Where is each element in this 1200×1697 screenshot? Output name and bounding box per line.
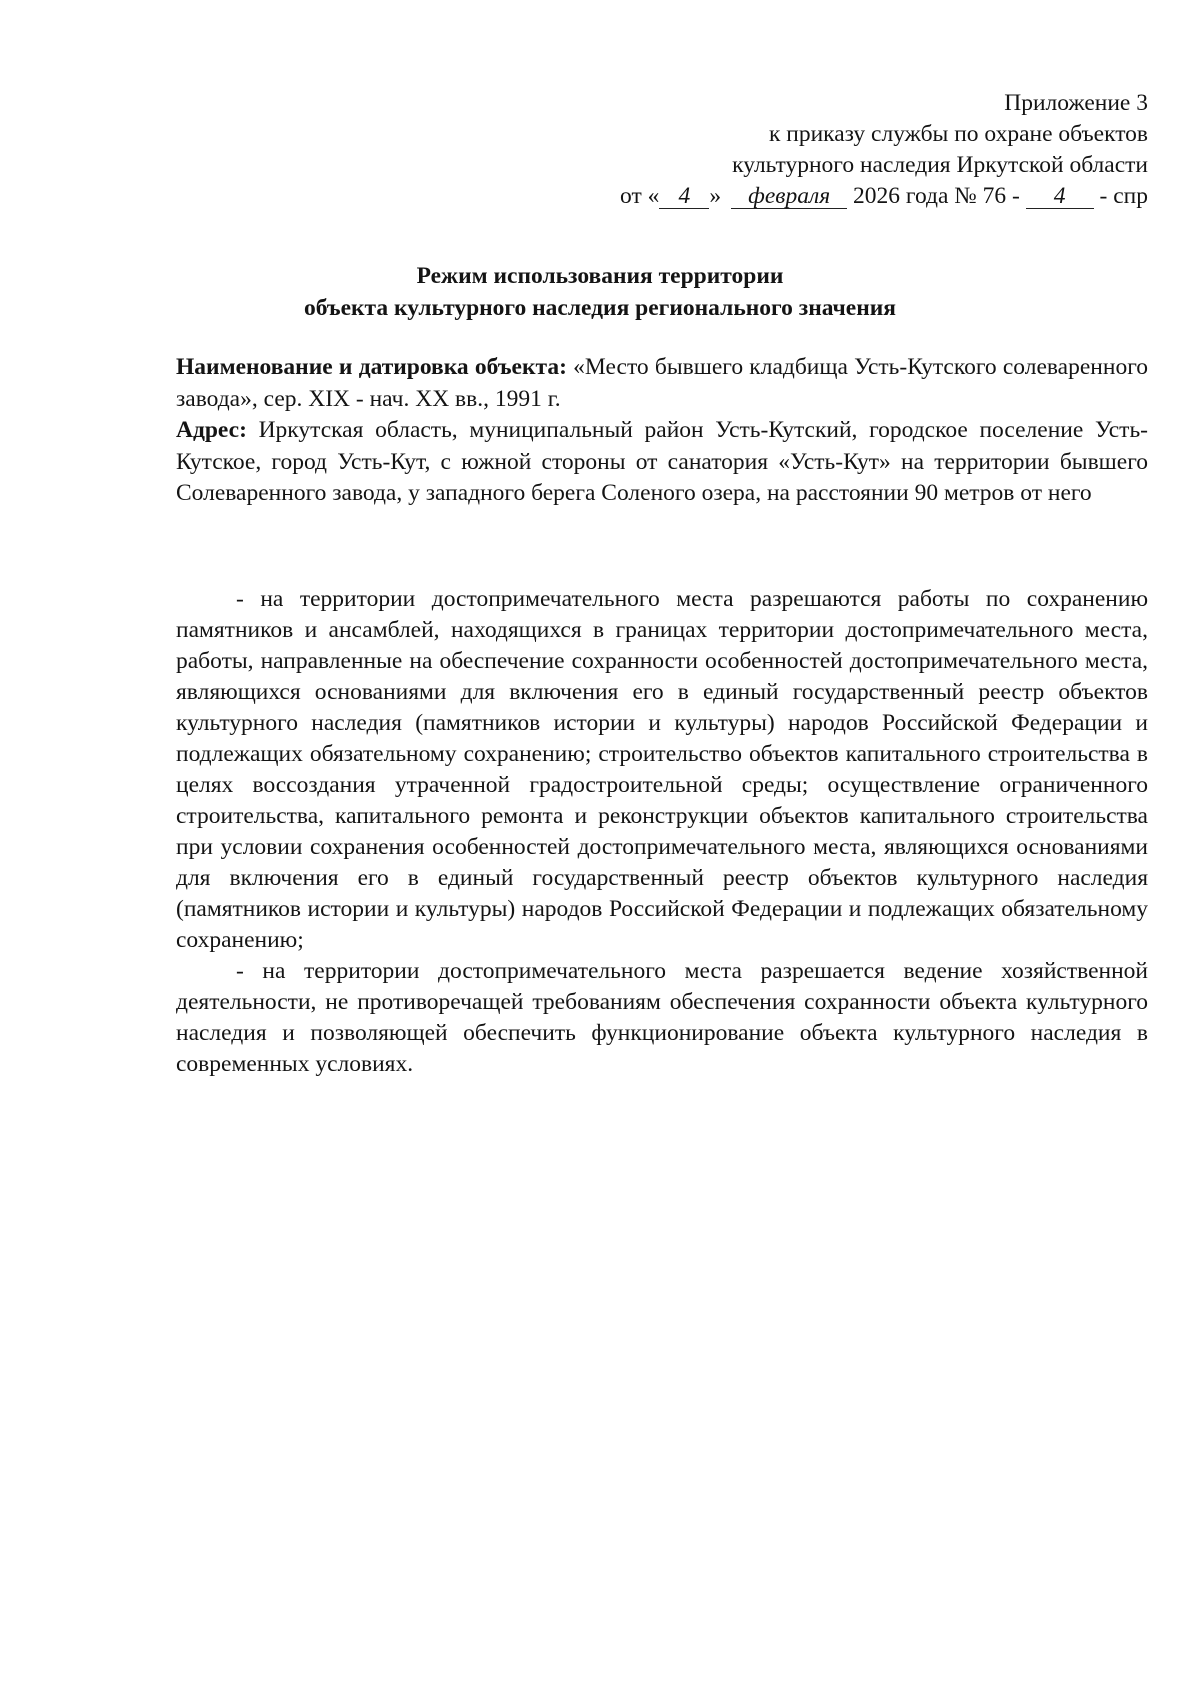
- title-line-1: Режим использования территории: [416, 263, 784, 289]
- year-and-number: 2026 года № 76 -: [853, 183, 1020, 209]
- appendix-header: [620, 88, 1148, 212]
- date-prefix: от «: [620, 183, 660, 209]
- object-info: [176, 352, 1148, 510]
- document-title: [0, 260, 1200, 324]
- object-name-value: «Место бывшего кладбища Усть-Кутского солеваренного завода», сер. XIX - нач. XX вв., 1991 г.: [176, 354, 1148, 412]
- order-date-line: [620, 181, 1148, 212]
- regime-paragraph-2: - на территории достопримечательного места разрешается ведение хозяйственной деятельности, не противоречащей требованиям обеспечения сохранности объекта культурного наследия и позволяющей обеспечить функционирование объекта культурного наследия в современных условиях.: [176, 958, 1148, 1077]
- object-address-label: Адрес:: [176, 417, 247, 443]
- regime-body: [176, 584, 1148, 1080]
- handwritten-day: 4: [659, 184, 709, 209]
- order-suffix: - спр: [1099, 183, 1148, 209]
- order-reference: к приказу службы по охране объектов: [768, 121, 1148, 147]
- object-address-value: Иркутская область, муниципальный район Усть-Кутский, городское поселение Усть-Кутское, город Усть-Кут, с южной стороны от санатория «Усть-Кут» на территории бывшего Солеваренного завода, у западного берега Соленого озера, на расстоянии 90 метров от него: [176, 417, 1148, 506]
- object-name-paragraph: [176, 352, 1148, 415]
- title-line-2: объекта культурного наследия регионального значения: [303, 295, 897, 321]
- regime-paragraph-1: - на территории достопримечательного места разрешаются работы по сохранению памятников и ансамблей, находящихся в границах территории достопримечательного места, работы, направленные на обеспечение сохранности особенностей достопримечательного места, являющихся основаниями для включения его в единый государственный реестр объектов культурного наследия (памятников истории и культуры) народов Российской Федерации и подлежащих обязательному сохранению; строительство объектов капитального строительства в целях воссоздания утраченной градостроительной среды; осуществление ограниченного строительства, капитального ремонта и реконструкции объектов капитального строительства при условии сохранения особенностей достопримечательного места, являющихся основаниями для включения его в единый государственный реестр объектов культурного наследия (памятников истории и культуры) народов Российской Федерации и подлежащих обязательному сохранению;: [176, 586, 1148, 953]
- object-name-label: Наименование и датировка объекта:: [176, 354, 567, 380]
- object-address-paragraph: [176, 415, 1148, 510]
- appendix-number: Приложение 3: [1004, 90, 1148, 116]
- date-mid: »: [709, 183, 722, 209]
- handwritten-month: февраля: [731, 184, 847, 209]
- handwritten-order-number: 4: [1026, 184, 1094, 209]
- issuing-authority: культурного наследия Иркутской области: [732, 152, 1148, 178]
